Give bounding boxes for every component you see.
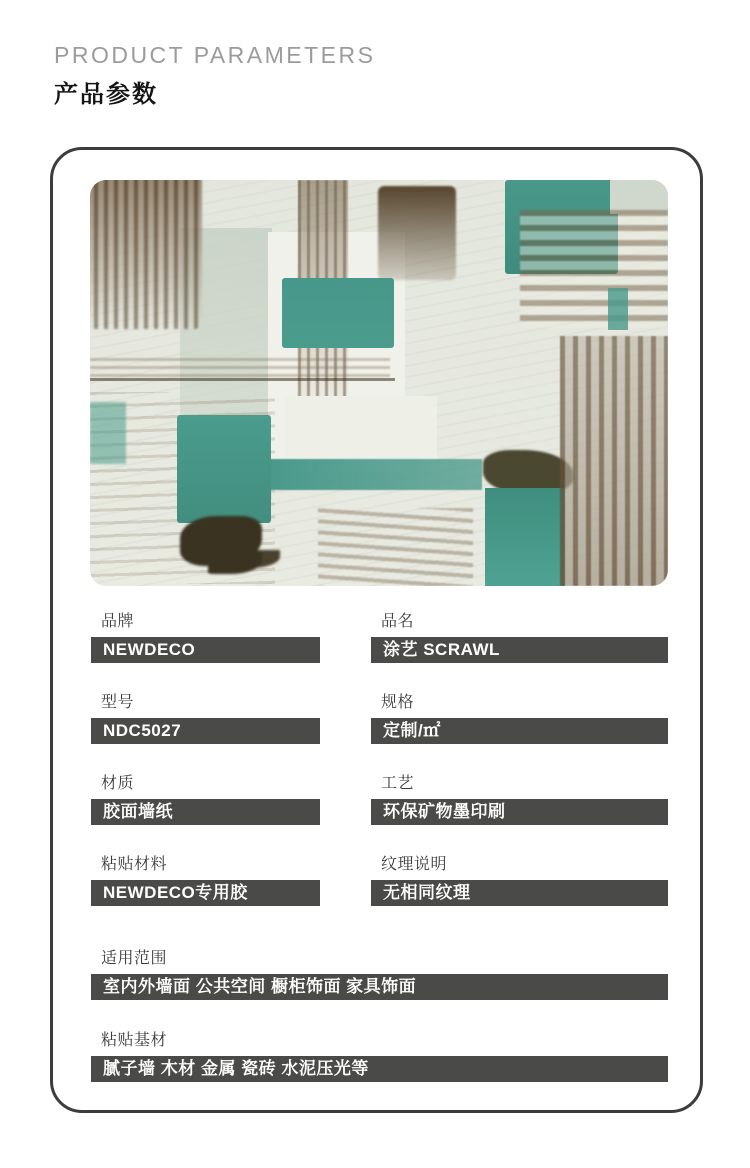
param-value-substrate: 腻子墙 木材 金属 瓷砖 水泥压光等 [91, 1056, 668, 1082]
param-label-craft: 工艺 [381, 775, 415, 792]
paint-shape-teal-center [282, 278, 394, 348]
paint-shape-dark-line [90, 378, 395, 381]
param-label-name: 品名 [381, 613, 415, 630]
param-value-material: 胶面墙纸 [91, 799, 320, 825]
param-value-model: NDC5027 [91, 718, 320, 744]
product-parameters-card [50, 147, 703, 1113]
param-label-model: 型号 [101, 694, 135, 711]
paint-shape-darkbrown-block [378, 186, 456, 280]
param-label-material: 材质 [101, 775, 135, 792]
paint-shape-brown-right [560, 336, 668, 586]
param-value-texture: 无相同纹理 [371, 880, 668, 906]
paint-shape-brown-smear [90, 358, 390, 380]
param-value-craft: 环保矿物墨印刷 [371, 799, 668, 825]
param-label-scope: 适用范围 [101, 950, 168, 967]
paint-shape-brown-hstreaks [520, 210, 668, 328]
param-label-substrate: 粘贴基材 [101, 1032, 168, 1049]
paint-shape-teal-band [260, 459, 482, 490]
product-image [90, 180, 668, 586]
param-label-adhesive: 粘贴材料 [101, 856, 168, 873]
paint-shape-white-square [285, 396, 437, 460]
page-title-zh: 产品参数 [54, 81, 158, 108]
paint-shape-teal-bottom [485, 488, 565, 586]
param-label-brand: 品牌 [101, 613, 135, 630]
paint-shape-teal-left [90, 402, 126, 464]
param-value-scope: 室内外墙面 公共空间 橱柜饰面 家具饰面 [91, 974, 668, 1000]
paint-shape-brown-topleft [90, 180, 202, 329]
param-value-spec: 定制/㎡ [371, 718, 668, 744]
param-label-texture: 纹理说明 [381, 856, 448, 873]
param-value-name: 涂艺 SCRAWL [371, 637, 668, 663]
param-label-spec: 规格 [381, 694, 415, 711]
paint-shape-teal-sliver [608, 288, 628, 330]
paint-shape-sage-corner [610, 180, 668, 214]
paint-shape-teal-square [177, 415, 271, 523]
param-value-brand: NEWDECO [91, 637, 320, 663]
paint-shape-brown-bottom [318, 508, 473, 586]
page-title-en: PRODUCT PARAMETERS [54, 42, 376, 68]
param-value-adhesive: NEWDECO专用胶 [91, 880, 320, 906]
